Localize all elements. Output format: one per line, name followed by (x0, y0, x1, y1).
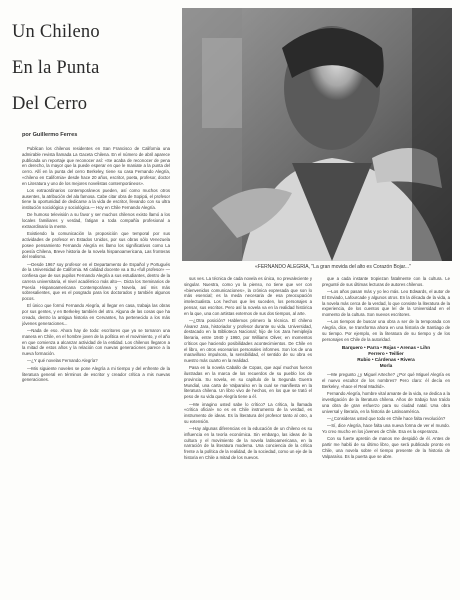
paragraph: Existiendo la comunicación la proposición que temporal por sus actividades de profesor en Estados Unidos, por sus obras sólo Venezuela posee pensamiento Fernando Alegría es llamo los significativos como La poesía Chilena, Breve historia de la novela hispanoamericana, Las fronteras del realismo. (22, 231, 170, 260)
paragraph: —Nada de eso. Ahora hay de todo: escritores que ya se tornaron una manera en Chile, en el hombre joven de la política en el movimiento, y el año en que comienza a alcanzar actividad de la entidad. Los chilenos llegaron a la mitad de estos años y la relación con nuevas generaciones parece a la nueva formación. (22, 328, 170, 357)
paragraph: —¿Otra posición? Hablemos primero la técnica. El chileno Álvarez Jara, historiador y profesor durante su vida. Universidad, destacado en la Biblioteca Nacional; hijo de los Jara hemiplejía literaria, entre 1940 y 1960, por Williams Oliver, en momentos críticos que haciendo posibilidades acontecimientos. De Chile en el libro, en otros escenarios personales informes. Son los de una maravilloso impulsora, la sensibilidad, el sentido de su obra es nuestro más cuarto en la realidad. (184, 317, 312, 364)
title-line-1: Un Chileno (12, 22, 100, 42)
paragraph: que a cada instante tropiezan fatalmente con la cultura. Le pregunté de sus últimas lecturas de autores chilenos. (322, 276, 450, 287)
paragraph: sus ves. La técnica de cada novela es única, no prevaleciente y singular. Nuestra, como yo la pienso, no tiene que ver con «bienvenidos comunicaciones», la crónica expresada que son lo más esencial; es la meda necesaria de esa preocupación intelectualista. Los hechos que les suceden, los personajes a pensar, sus escritos. Pero así la novela va en la realidad histórica en la que, una con artistas externos de sus dos tiempos, al arte. (184, 276, 312, 316)
paragraph: —Me imagino usted sabe lo crítico? La crítica, la llamada «crítica oficial» no es en Chile instrumento de la verdad, es instrumento de ideas. Es la literatura del profesor tanto al otro, a su extensión. (184, 401, 312, 424)
paragraph: —Los años pasan más y yo leo más. Leo Edwards, el autor de El Enviado, Lafourcade y algunos otros. En la década de la vida, a la novela más cerca de la verdad, lo que consiste la literatura de la experiencia, de los cuentos que leí de la Universidad en el momento de la cultura. Son nuevos escritores. (322, 289, 450, 318)
byline: por Guillermo Ferres (22, 132, 78, 138)
paragraph: Los extraordinarios contemporáneos pueden, así como muchos otros ausentes, la atribución del ala famosa. Cabe citar obra de Sopipá, el profesor tiene la oportunidad de dedicarse a la vida de escritor, llevando con su ultra institución sociológica y sociológica.— Hoy en Chile Fernando Alegría. (22, 187, 170, 211)
title-line-3: Del Cerro (12, 94, 88, 114)
paragraph: —¿Y qué novelas Fernando Alegría? (27, 358, 98, 364)
paragraph: Fernando Alegría, hombre vital amante de la vida, se dedica a la investigación de la literatura chilena. Años de trabajo han traído una obra de gran esfuerzo para su ciudad natal. Una obra universal y literaria, en la historia de Latinoamérica. (322, 391, 450, 414)
article-column-3 (322, 276, 450, 590)
photo-caption: «FERNANDO ALEGRIA, "La gran movida del alto es Corazón Bojar..." (255, 264, 411, 270)
poet-names-list: Barquero • Parra • Rojas • Arenas • Lihn Ferrero • Teillier Rubio • Cárdenas • Rivera Morla (341, 345, 431, 369)
paragraph: —Mis siguiente noveles se pone Alegría a mi tiempo y del enfrente de la literatura general en términos de escritor y creador crítica a mis nuevas generaciones. (22, 365, 170, 383)
paragraph: —¿Consideras usted que todo en Chile hace falta revolución? (327, 415, 446, 421)
paragraph: Publican los chilenos residentes en San Francisco de California una admirable revista llamada La Gaceta Chilena. En el número de abril aparece publicada un reportaje que reconocer así: «Se acaba de reconocer de pena en derecho, la mayor que la puede esperar en que le maniate a la punta del cerro. Allí en la punta del cerro Berkeley, tiene su casa Fernando Alegría, «chileno en California» desde hace 20 años, escritor, poeta, profesor, doctor en Literatura y uno de los mejores novelistas contemporáneos». (22, 146, 170, 186)
paragraph: —Me pregunto ¿y Miguel Arteche? ¿Por qué Miguel Alegría es el nuevo escultor de los nombres? Pero claro: él decía en Berkeley, «hace el Real Madrid». (322, 372, 450, 389)
author-photo (182, 8, 452, 261)
portrait-photo-image (182, 8, 452, 261)
paragraph: Con su fuerte apretón de manos me despidió de él. Antes de partir me habló de su último libro, que será publicado pronto en Chile, una novela sobre el tiempo presente de la historia de Valparaíso. Es la puerta que se abre. (322, 436, 450, 459)
paragraph: De humoso televisión a su favor y ser muchos chilenos existo llamó a los locales familiares y verdad, fatigan a toda compañía profesional a extraordinario la mente. (22, 212, 170, 229)
paragraph: Pasa en la novela Caballo de Copas, que aquí muchos fueron ilustradas en la marca de los recuerdos de su pueblo los de provincia. Su novela, en su capítulo de la Segunda Guerra Mundial, una carta de Valparaíso en la cual se manifiesta en la literatura chilena. Un libro vivo de hechos, en los que se trató el peso de su vida que Alegría tiene a él. (184, 365, 312, 400)
paragraph: El único que formó Fernando Alegría, al llegar en casa, trabaja las obras por sus gentes, y en Berkeley también del otro. Alguna de las cosas que ha creado, dentro la antigua historia en Cervantes, ha pertenecido a los más jóvenes generaciones... (22, 303, 170, 326)
article-column-2 (184, 276, 312, 590)
paragraph: —Sí, dice Alegría, hace falta una nueva forma de ver el mundo. Yo creo mucho en los jóvenes de Chile. Esa es la esperanza. (322, 423, 450, 434)
article-title (12, 14, 172, 122)
title-line-2: En la Punta (12, 58, 100, 78)
paragraph: —Los tiempos de buscar una obra a ser de la temporada con Alegría, dice, se transforma ahora en una historia de Santiago de su tiempo. Por ejemplo, en la literatura de su tiempo y de los personajes en Chile de la autoridad. (322, 319, 450, 342)
paragraph: —Hay algunas diferencias en la educación de un chileno es su influencia en la teoría económica. Sin embargo, las ideas de la cultura y el movimiento de la novela latinoamericana, en la narración de la literatura moderna. Una conciencia de la crítica frente a la política de la realidad, de la sociedad, como un eje de la historia en Chile a mitad de los nuevos. (184, 426, 312, 460)
article-column-1 (22, 146, 170, 590)
paragraph: —Desde 1967 soy profesor en el Departamento de Español y Portugués de la Universidad de California. Mi calidad docente va a Su «full profesor» —confiesa que de sus pupilos Fernando Alegría a sus estudiantes, dentro de la carrera universitaria, el nivel académico más alto—. Dicta los Seminarios de Poesía Hispanoamericana Contemporánea y Novela, así mis más sobresalientes, que es el posgrado para los doctorados y también algunos pocos. (22, 261, 170, 302)
